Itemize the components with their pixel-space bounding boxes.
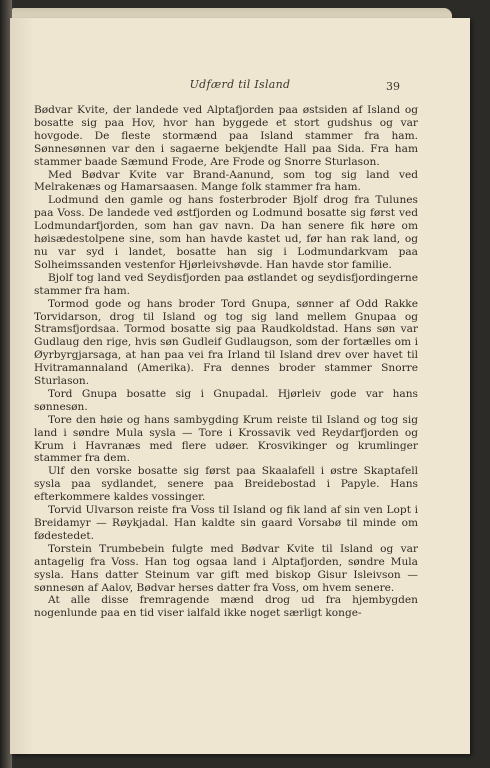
page-number: 39 xyxy=(386,80,400,93)
paragraph: Ulf den vorske bosatte sig først paa Skaalafell i østre Skaptafell sysla paa sydlandet, senere paa Breidebostad i Papyle. Hans efterkommere kaldes vossinger. xyxy=(34,465,418,504)
paragraph: Tormod gode og hans broder Tord Gnupa, sønner af Odd Rakke Torvidarson, drog til Island og tog sig land mellem Gnupaa og Stramsfjordsaa. Tormod bosatte sig paa Raudkoldstad. Hans søn var Gudlaug den rige, hvis søn Gudleif Gudlaugson, som der fortælles om i Øyrbyrgjarsaga, at han paa vei fra Irland til Island drev over havet til Hvitramannaland (Amerika). Fra dennes broder stammer Snorre Sturlason. xyxy=(34,297,418,388)
paragraph: Med Bødvar Kvite var Brand-Aanund, som tog sig land ved Melrakenæs og Hamarsaasen. Mange folk stammer fra ham. xyxy=(34,168,418,194)
paragraph: Bjolf tog land ved Seydisfjorden paa østlandet og seydisfjordingerne stammer fra ham. xyxy=(34,271,418,297)
body-text xyxy=(34,104,418,620)
paragraph: At alle disse fremragende mænd drog ud fra hjembygden nogenlunde paa en tid viser ialfald ikke noget særligt konge- xyxy=(34,594,418,620)
running-title: Udfærd til Island xyxy=(189,78,291,91)
paragraph: Tore den høie og hans sambygding Krum reiste til Island og tog sig land i søndre Mula sysla — Tore i Krossavik ved Reydarfjorden og Krum i Havranæs med flere udøer. Krosvikinger og krumlinger stammer fra dem. xyxy=(34,413,418,465)
paragraph: Torstein Trumbebein fulgte med Bødvar Kvite til Island og var antagelig fra Voss. Han tog ogsaa land i Alptafjorden, søndre Mula sysla. Hans datter Steinum var gift med biskop Gisur Isleivson — sønnesøn af Aalov, Bødvar herses datter fra Voss, om hvem senere. xyxy=(34,542,418,594)
paragraph: Lodmund den gamle og hans fosterbroder Bjolf drog fra Tulunes paa Voss. De landede ved østfjorden og Lodmund bosatte sig først ved Lodmundarfjorden, som han gav navn. Da han senere fik høre om høisædestolpene sine, som han havde kastet ud, før han rak land, og nu var syd i landet, bosatte han sig i Lodmundarkvam paa Solheimssanden vestenfor Hjørleivshøvde. Han havde stor familie. xyxy=(34,194,418,271)
paragraph: Torvid Ulvarson reiste fra Voss til Island og fik land af sin ven Lopt i Breidamyr — Røykjadal. Han kaldte sin gaard Vorsabø til minde om fødestedet. xyxy=(34,504,418,542)
paragraph: Tord Gnupa bosatte sig i Gnupadal. Hjørleiv gode var hans sønnesøn. xyxy=(34,387,418,413)
book-page xyxy=(10,18,470,754)
paragraph: Bødvar Kvite, der landede ved Alptafjorden paa østsiden af Island og bosatte sig paa Hov, hvor han byggede et stort gudshus og var hovgode. De fleste stormænd paa Island stammer fra ham. Sønnesønnen var den i sagaerne bekjendte Hall paa Sida. Fra ham stammer baade Sæmund Frode, Are Frode og Snorre Sturlason. xyxy=(34,104,418,168)
